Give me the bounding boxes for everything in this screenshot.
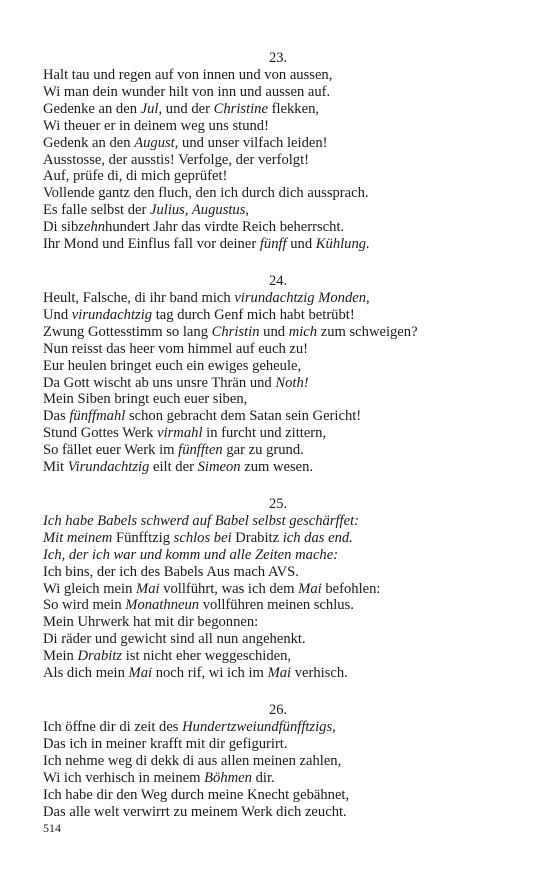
text-run: Mein [43, 648, 78, 665]
verse-line [43, 719, 513, 736]
text-run: Ich öffne dir di zeit des [43, 719, 183, 735]
stanza-number: 25. [268, 495, 288, 512]
verse-line [43, 648, 513, 665]
stanza-24 [43, 273, 513, 476]
text-run: eilt der [149, 459, 198, 476]
text-run: Stund Gottes Werk [43, 425, 158, 442]
text-run: Das alle welt verwirrt zu meinem Werk dich zeucht. [43, 803, 347, 820]
stanza-number: 24. [268, 272, 288, 289]
verse-line [43, 459, 513, 476]
text-run: Ich bins, der ich des Babels Aus mach AVS. [43, 563, 299, 580]
text-run: gar zu grund. [222, 442, 304, 459]
text-run: So wird mein [43, 597, 126, 614]
text-run: Wi man dein wunder hilt von inn und aussen auf. [43, 83, 331, 100]
text-run: Wi theuer er in deinem weg uns stund! [43, 117, 269, 134]
text-run: Mit [43, 459, 68, 476]
stanza-lines [43, 513, 513, 682]
text-run: und der [162, 100, 214, 117]
italic-run: fünff [259, 236, 287, 253]
text-run: Das [43, 408, 70, 425]
text-run: Ich habe dir den Weg durch meine Knecht gebähnet, [43, 786, 350, 803]
italic-run: Kühlung. [315, 236, 370, 253]
text-run: zum wesen. [240, 459, 314, 476]
text-run: Und [43, 306, 72, 323]
italic-run: virundachtzig [71, 306, 153, 323]
verse-line [43, 219, 513, 236]
text-run: Drabitz [231, 529, 283, 546]
verse-line [43, 770, 513, 787]
verse-line [43, 84, 513, 101]
verse-line [43, 118, 513, 135]
verse-line [43, 168, 513, 185]
text-run: vollführt, was ich dem [159, 580, 299, 597]
verse-line [43, 513, 513, 530]
verse-line [43, 341, 513, 358]
text-run: Zwung Gottesstimm so lang [43, 323, 212, 340]
text-run: befohlen: [321, 580, 381, 597]
text-run: Es falle selbst der [43, 202, 150, 219]
text-run: noch rif, wi ich im [152, 665, 268, 682]
italic-run: Christine [213, 100, 268, 117]
text-run: Auf, prüfe di, di mich geprüfet! [43, 168, 228, 185]
verse-line [43, 67, 513, 84]
verse-line [43, 135, 513, 152]
text-run: So fället euer Werk im [43, 442, 179, 459]
stanza-lines [43, 719, 513, 820]
italic-run: Noth! [275, 374, 309, 391]
italic-run: Hundertzweiundfünfftzigs, [182, 719, 336, 735]
text-run: Gedenk an den [43, 134, 135, 151]
verse-line [43, 101, 513, 118]
verse-line [43, 530, 513, 547]
text-run: Ihr Mond und Einflus fall vor deiner [43, 236, 260, 253]
verse-line [43, 665, 513, 682]
italic-run: Julius, Augustus, [150, 202, 250, 219]
stanza-26 [43, 702, 513, 820]
italic-run: ich das end. [282, 529, 353, 546]
text-run: Vollende gantz den fluch, den ich durch dich aussprach. [43, 185, 369, 202]
text-run: Fünfftzig [112, 529, 174, 546]
text-run: tag durch Genf mich habt betrübt! [152, 306, 355, 323]
verse-line [43, 547, 513, 564]
verse-line [43, 236, 513, 253]
italic-run: Mit meinem [43, 529, 113, 546]
italic-run: Christin [211, 323, 260, 340]
italic-run: Virundachtzig [67, 459, 150, 476]
text-run: hundert Jahr das virdte Reich beherrscht. [105, 219, 345, 236]
text-run: zum schweigen? [317, 323, 418, 340]
verse-line [43, 631, 513, 648]
text-run: Heult, Falsche, di ihr band mich [43, 289, 235, 306]
italic-run: zehn [78, 219, 106, 236]
verse-line [43, 442, 513, 459]
italic-run: Mai [267, 665, 292, 682]
verse-line [43, 375, 513, 392]
text-run: Gedenke an den [43, 100, 141, 117]
text-run: Da Gott wischt ab uns unsre Thrän und [43, 374, 276, 391]
italic-run: Böhmen [204, 769, 252, 786]
italic-run: Ich habe Babels schwerd auf Babel selbst geschärffet: [43, 512, 359, 529]
verse-line [43, 152, 513, 169]
text-run: flekken, [267, 100, 320, 117]
verse-line [43, 307, 513, 324]
text-run: Ich nehme weg di dekk di aus allen meinen zahlen, [43, 752, 342, 769]
italic-run: virundachtzig Monden, [234, 289, 370, 306]
text-run: und [286, 236, 316, 253]
stanza-23 [43, 50, 513, 253]
text-run: Di sib [43, 219, 79, 236]
text-run: und [259, 323, 289, 340]
text-run: in furcht und zittern, [202, 425, 327, 442]
italic-run: August, [134, 134, 179, 151]
verse-line [43, 804, 513, 821]
italic-run: schlos bei [173, 529, 232, 546]
text-run: Nun reisst das heer vom himmel auf euch zu! [43, 340, 309, 357]
text-run: Di räder und gewicht sind all nun angehenkt. [43, 631, 306, 648]
verse-line [43, 391, 513, 408]
italic-run: fünfften [178, 442, 223, 459]
stanza-lines [43, 67, 513, 253]
italic-run: Jul, [140, 100, 163, 117]
text-run: Mein Uhrwerk hat mit dir begonnen: [43, 614, 259, 631]
stanza-number: 23. [268, 50, 288, 66]
page-number: 514 [43, 821, 61, 835]
verse-line [43, 408, 513, 425]
verse-line [43, 753, 513, 770]
text-run: schon gebracht dem Satan sein Gericht! [125, 408, 362, 425]
verse-line [43, 185, 513, 202]
italic-run: mich [288, 323, 318, 340]
italic-run: Monathneun [125, 597, 200, 614]
verse-line [43, 736, 513, 753]
stanza-lines [43, 290, 513, 476]
verse-line [43, 787, 513, 804]
italic-run: Mai [298, 580, 322, 597]
stanza-number: 26. [268, 702, 288, 718]
italic-run: Ich, der ich war und komm und alle Zeiten mache: [43, 546, 339, 563]
verse-line [43, 358, 513, 375]
verse-line [43, 614, 513, 631]
text-run: Ausstosse, der ausstis! Verfolge, der verfolgt! [43, 151, 310, 168]
text-run: Eur heulen bringet euch ein ewiges geheule, [43, 357, 302, 374]
text-run: Halt tau und regen auf von innen und von aussen, [43, 67, 333, 83]
poem-page [43, 50, 513, 840]
italic-run: fünffmahl [69, 408, 126, 425]
italic-run: Mai [128, 665, 153, 682]
stanza-25 [43, 496, 513, 682]
text-run: verhisch. [291, 665, 348, 682]
italic-run: Mai [136, 580, 160, 597]
text-run: vollführen meinen schlus. [199, 597, 354, 614]
text-run: dir. [251, 769, 275, 786]
italic-run: virmahl [157, 425, 203, 442]
verse-line [43, 581, 513, 598]
text-run: Das ich in meiner krafft mit dir gefigurirt. [43, 735, 288, 752]
text-run: und unser vilfach leiden! [178, 134, 328, 151]
text-run: ist nicht eher weggeschiden, [122, 648, 292, 665]
text-run: Als dich mein [43, 665, 129, 682]
verse-line [43, 290, 513, 307]
verse-line [43, 324, 513, 341]
italic-run: Drabitz [77, 648, 123, 665]
italic-run: Simeon [197, 459, 241, 476]
verse-line [43, 202, 513, 219]
verse-line [43, 425, 513, 442]
verse-line [43, 564, 513, 581]
text-run: Wi gleich mein [43, 580, 137, 597]
verse-line [43, 597, 513, 614]
text-run: Wi ich verhisch in meinem [43, 769, 205, 786]
text-run: Mein Siben bringt euch euer siben, [43, 391, 248, 408]
